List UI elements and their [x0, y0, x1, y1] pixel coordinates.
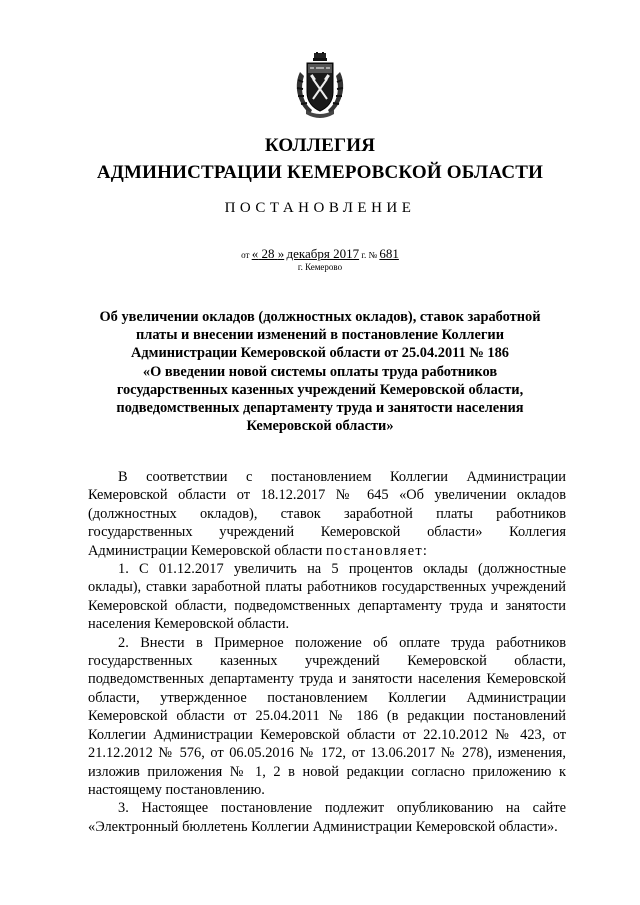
date-line	[0, 246, 640, 262]
document-body	[88, 468, 566, 836]
subject-line: «О введении новой системы оплаты труда работников	[142, 363, 498, 380]
decree-word: постановляет:	[325, 542, 429, 559]
date-open-quote: «	[251, 246, 259, 261]
org-name-line1: КОЛЛЕГИЯ	[264, 135, 376, 156]
date-month-year: декабря 2017	[286, 246, 360, 261]
coat-of-arms-icon	[292, 52, 348, 120]
number-prefix: №	[368, 250, 378, 260]
org-name-line2: АДМИНИСТРАЦИИ КЕМЕРОВСКОЙ ОБЛАСТИ	[96, 162, 544, 183]
intro-text: В соответствии с постановлением Коллегии Администрации Кемеровской области от 18.12.2017 № 645 «Об увеличении окладов (должностных окладов), ставок заработной платы работников государственных учреждений Кемеровской области» Коллегия Администрации Кемеровской области	[88, 469, 566, 559]
date-prefix: от	[241, 250, 250, 260]
date-year-suffix: г.	[361, 250, 367, 260]
subject-line: Об увеличении окладов (должностных окладов), ставок заработной	[99, 309, 541, 325]
document-type: ПОСТАНОВЛЕНИЕ	[224, 200, 416, 216]
document-subject	[80, 308, 560, 435]
paragraph-item-2: 2. Внести в Примерное положение об оплате труда работников государственных казенных учреждений Кемеровской области, подведомственных департаменту труда и занятости населения Кемеровской области, утвержденное постановлением Коллегии Администрации Кемеровской области от 25.04.2011 № 186 (в редакции постановлений Коллегии Администрации Кемеровской области от 22.10.2012 № 423, от 21.12.2012 № 576, от 06.05.2016 № 172, от 13.06.2017 № 278), изменения, изложив приложения № 1, 2 в новой редакции согласно приложению к настоящему постановлению.	[88, 634, 566, 798]
date-close-quote: »	[277, 246, 285, 261]
subject-line: платы и внесении изменений в постановление Коллегии	[135, 327, 505, 344]
intro-paragraph	[88, 468, 566, 560]
document-number: 681	[379, 246, 399, 261]
document-place: г. Кемерово	[297, 262, 343, 272]
paragraph-item-3: 3. Настоящее постановление подлежит опубликованию на сайте «Электронный бюллетень Коллегии Администрации Кемеровской области».	[88, 800, 566, 835]
paragraph-item-1: 1. С 01.12.2017 увеличить на 5 процентов оклады (должностные оклады), ставки заработной платы работников государственных учреждений Кемеровской области, подведомственных департаменту труда и занятости населения Кемеровской области.	[88, 561, 566, 633]
subject-line: Кемеровской области»	[246, 418, 394, 435]
subject-line: Администрации Кемеровской области от 25.04.2011 № 186	[131, 345, 509, 362]
subject-line: подведомственных департаменту труда и занятости населения	[116, 400, 524, 417]
date-day: 28	[261, 246, 275, 261]
subject-line: государственных казенных учреждений Кемеровской области,	[116, 381, 524, 398]
